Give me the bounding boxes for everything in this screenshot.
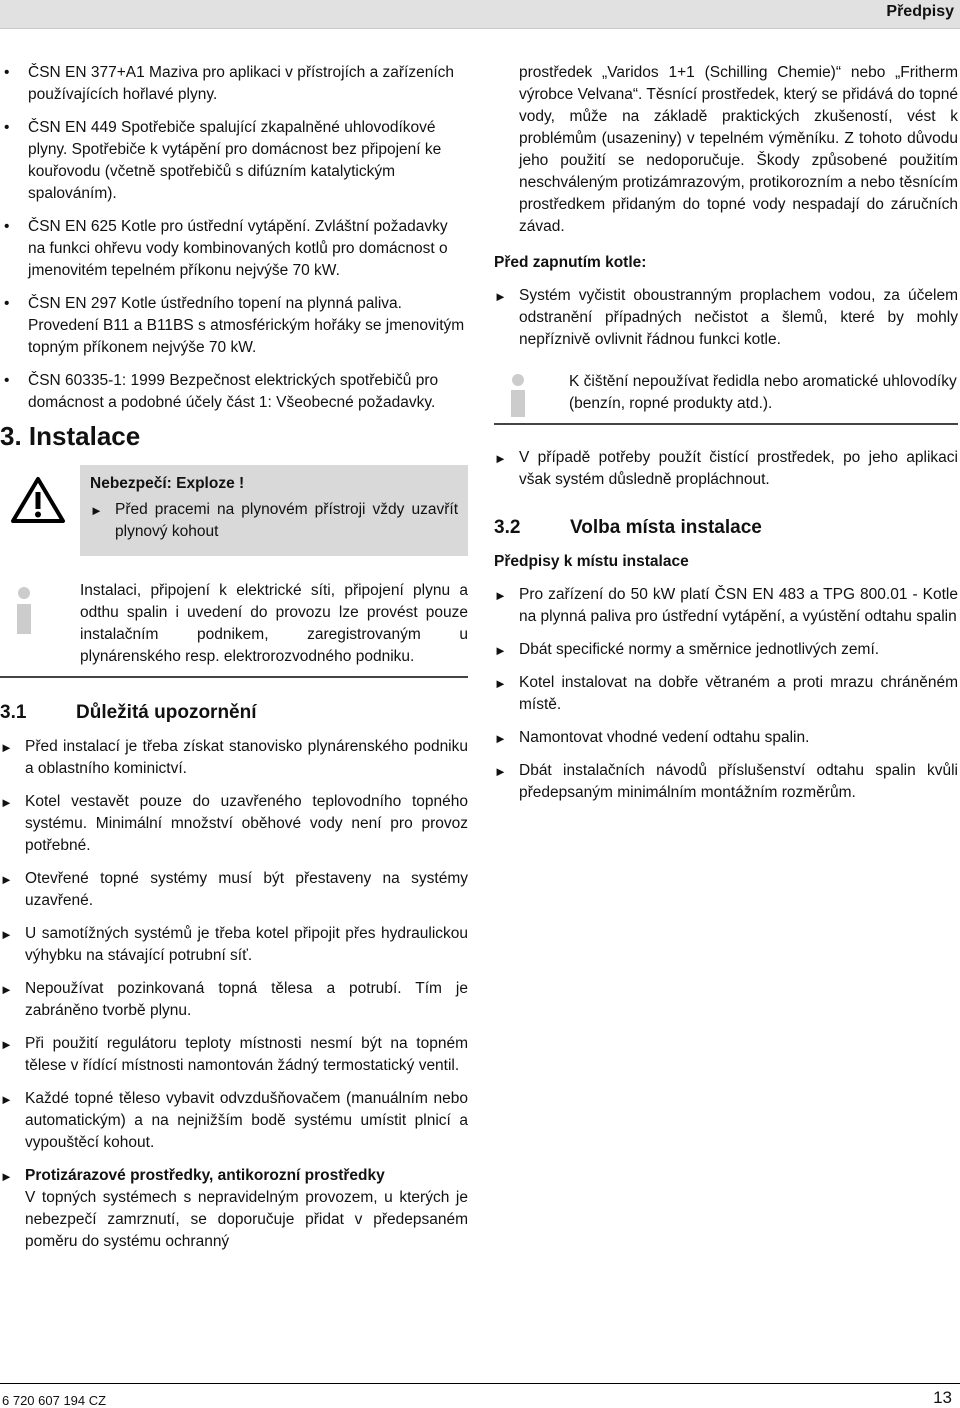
arrow-right-icon: ► (0, 1037, 13, 1052)
warning-item: ► Před pracemi na plynovém přístroji vždy uzavřít plynový kohout (90, 501, 458, 540)
arrow-right-icon: ► (494, 451, 507, 466)
document-number: 6 720 607 194 CZ (2, 1393, 107, 1408)
arrow-right-icon: ► (494, 676, 507, 691)
bullet-icon: • (4, 64, 10, 81)
left-column (0, 62, 468, 1264)
section-3-2-heading: 3.2 Volba místa instalace (494, 517, 762, 538)
arrow-right-icon: ► (0, 740, 13, 755)
section-title: 3. Instalace (0, 421, 141, 451)
before-start-heading: Před zapnutím kotle: (494, 254, 647, 271)
list-item: ► Systém vyčistit oboustranným proplachem vodou, za účelem odstranění případných nečistot a šlemů, které by mohly nepříznivě ovlivnit řádnou funkci kotle. (494, 287, 958, 348)
bullet-icon: • (4, 295, 10, 312)
list-item: ► Při použití regulátoru teploty místnosti nesmí být na topném tělese v řídící místnosti namontován žádný termostatický ventil. (0, 1035, 468, 1074)
arrow-right-icon: ► (90, 503, 103, 518)
list-item: ► Kotel instalovat na dobře větraném a proti mrazu chráněném místě. (494, 674, 958, 713)
regs-heading: Předpisy k místu instalace (494, 553, 689, 570)
warning-box (0, 465, 468, 556)
info-box (494, 363, 958, 425)
standard-text: ČSN 60335-1: 1999 Bezpečnost elektrických spotřebičů pro domácnost a podobné účely část 1: Všeobecné požadavky. (28, 372, 439, 411)
continuation-text: prostředek „Varidos 1+1 (Schilling Chemie)“ nebo „Fritherm výrobce Velvana“. Těsnící prostředek, který se přidává do topné vody, může na základě praktických zkušeností, vést k problémům (usazeniny) v tepelném výměníku. Z tohoto důvodu jeho použití se nedoporučuje. Škody způsobené použitím neschváleným protizámrazovým, protikorozním a nebo těsnícím prostředkem přidaným do topné vody nespadají do záručních závad. (519, 64, 958, 235)
arrow-right-icon: ► (0, 872, 13, 887)
list-item: ► Dbát instalačních návodů příslušenství odtahu spalin kvůli předepsaným minimálním montážním rozměrům. (494, 762, 958, 801)
arrow-right-icon: ► (494, 289, 507, 304)
warning-title: Nebezpečí: Exploze ! (90, 475, 245, 492)
list-item: ► Před instalací je třeba získat stanovisko plynárenského podniku a oblastního kominictví. (0, 738, 468, 777)
list-item (0, 1165, 468, 1253)
arrow-right-icon: ► (0, 795, 13, 810)
footer-rule (0, 1383, 960, 1384)
arrow-right-icon: ► (0, 927, 13, 942)
list-item (0, 117, 468, 205)
list-item: ► V případě potřeby použít čistící prostředek, po jeho aplikaci však systém důsledně propláchnout. (494, 449, 958, 488)
list-item: ► Nepoužívat pozinkovaná topná tělesa a potrubí. Tím je zabráněno tvorbě plynu. (0, 980, 468, 1019)
list-item (0, 62, 468, 106)
arrow-right-icon: ► (0, 982, 13, 997)
arrow-right-icon: ► (494, 643, 507, 658)
arrow-right-icon: ► (494, 764, 507, 779)
standard-text: ČSN EN 377+A1 Maziva pro aplikaci v přístrojích a zařízeních používajících hořlavé plyny. (28, 64, 455, 103)
list-item: ► Kotel vestavět pouze do uzavřeného teplovodního topného systému. Minimální množství oběhové vody není pro provoz potřebné. (0, 793, 468, 854)
list-item (0, 216, 468, 282)
arrow-right-icon: ► (494, 588, 507, 603)
arrow-right-icon: ► (494, 731, 507, 746)
arrow-right-icon: ► (0, 1092, 13, 1107)
list-item (0, 370, 468, 414)
standard-text: ČSN EN 625 Kotle pro ústřední vytápění. Zvláštní požadavky na funkci ohřevu vody kombinovaných kotlů pro domácnost o jmenovitém tepelném příkonu nejvýše 70 kW. (28, 218, 448, 279)
list-item: ► Pro zařízení do 50 kW platí ČSN EN 483 a TPG 800.01 - Kotle na plynná paliva pro ústřední vytápění, a vyústění odtahu spalin (494, 586, 958, 625)
item-text: V topných systémech s nepravidelným provozem, u kterých je nebezpečí zamrznutí, se doporučuje přidat v předepsaném poměru do systému ochranný (25, 1189, 468, 1250)
bullet-icon: • (4, 119, 10, 136)
arrow-right-icon: ► (0, 1169, 13, 1184)
standard-text: ČSN EN 297 Kotle ústředního topení na plynná paliva. Provedení B11 a B11BS s atmosférickým hořáky se jmenovitým topným příkonem nejvýše 70 kW. (28, 295, 465, 356)
header-rule (0, 28, 960, 29)
list-item: ► U samotížných systémů je třeba kotel připojit přes hydraulickou výhybku na stávající potrubní síť. (0, 925, 468, 964)
list-item: ► Namontovat vhodné vedení odtahu spalin. (494, 727, 958, 749)
info-box (0, 580, 468, 678)
item-title: Protizárazové prostředky, antikorozní prostředky (25, 1167, 385, 1184)
bullet-icon: • (4, 372, 10, 389)
right-column (494, 62, 958, 815)
bullet-icon: • (4, 218, 10, 235)
warning-triangle-icon (10, 475, 66, 532)
info-text: Instalaci, připojení k elektrické síti, připojení plynu a odthu spalin i uvedení do provozu lze provést pouze instalačním podnikem, zaregistrovaným u plynárenského resp. elektrorozvodného podniku. (80, 582, 468, 665)
standard-text: ČSN EN 449 Spotřebiče spalující zkapalněné uhlovodíkové plyny. Spotřebiče k vytápění pro domácnost bez připojení ke kouřovodu (včetně spotřebičů s difúzním katalytickým spalováním). (28, 119, 442, 202)
section-3-1-heading: 3.1 Důležitá upozornění (0, 702, 257, 723)
info-i-icon (4, 586, 44, 645)
header-band (0, 0, 960, 28)
page-number: 13 (933, 1388, 952, 1407)
page-header-title: Předpisy (886, 3, 954, 20)
list-item (0, 293, 468, 359)
info-text: K čištění nepoužívat ředidla nebo aromatické uhlovodíky (benzín, ropné produkty atd.). (569, 373, 957, 412)
list-item: ► Každé topné těleso vybavit odvzdušňovačem (manuálním nebo automatickým) a na nejnižším bodě systému umístit plnicí a vypouštěcí kohout. (0, 1090, 468, 1151)
list-item: ► Otevřené topné systémy musí být přestaveny na systémy uzavřené. (0, 870, 468, 909)
info-i-icon (498, 373, 538, 426)
list-item: ► Dbát specifické normy a směrnice jednotlivých zemí. (494, 639, 958, 661)
